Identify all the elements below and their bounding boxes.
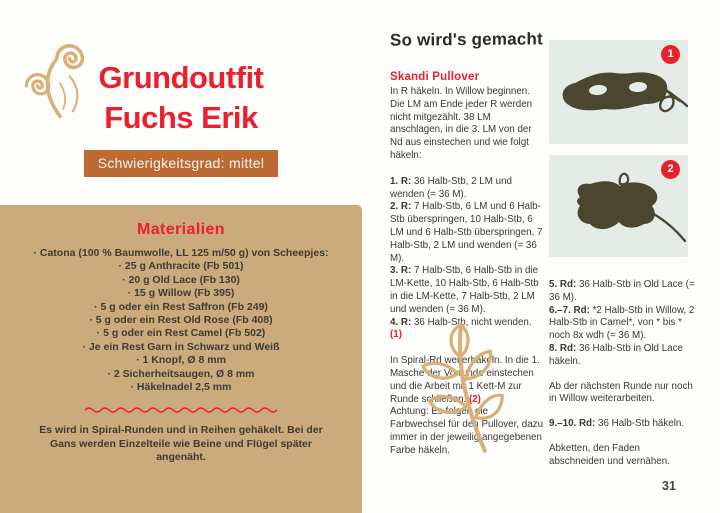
photo-number-badge: 2 bbox=[661, 160, 680, 179]
section-heading-skandi-pullover: Skandi Pullover bbox=[390, 71, 480, 83]
row-instructions bbox=[390, 176, 544, 342]
materials-list bbox=[0, 247, 362, 394]
material-item: · Je ein Rest Garn in Schwarz und Weiß bbox=[82, 340, 280, 353]
material-item: · 5 g oder ein Rest Old Rose (Fb 408) bbox=[89, 314, 273, 327]
material-item: · Häkelnadel 2,5 mm bbox=[130, 381, 232, 394]
yarn-loop bbox=[620, 174, 628, 185]
page-title-line1: Grundoutfit bbox=[98, 60, 264, 95]
text-block: 3. R: 7 Halb-Stb, 6 Halb-Stb in die LM-Kette, 10 Halb-Stb, 6 Halb-Stb in die LM-Kette, 7 Halb-Stb, 2 LM und wenden (= 36 M). bbox=[390, 265, 539, 315]
photo-number-badge: 1 bbox=[661, 45, 680, 64]
text-block: 6.–7. Rd: *2 Halb-Stb in Willow, 2 Halb-Stb in Camel*, von * bis * noch 8x wdh (= 36 M). bbox=[549, 304, 695, 342]
step-photo-2 bbox=[549, 155, 688, 257]
material-item: · 1 Knopf, Ø 8 mm bbox=[136, 354, 226, 367]
text-block: 5. Rd: 36 Halb-Stb in Old Lace (= 36 M). bbox=[549, 279, 695, 303]
text-block: Ab der nächsten Runde nur noch in Willow weiterarbeiten. bbox=[549, 380, 693, 405]
text-block: Abketten, den Faden abschneiden und vernähen. bbox=[549, 442, 670, 467]
text-block: In Spiral-Rd weiterhäkeln. In die 1. Masche der Vorrunde einstechen und die Arbeit mit 1 Kett-M zur Runde schließen. (2) bbox=[390, 355, 540, 405]
material-item: · 25 g Anthracite (Fb 501) bbox=[118, 260, 244, 273]
page-number: 31 bbox=[662, 479, 676, 493]
intro-paragraph: In R häkeln. In Willow beginnen. Die LM am Ende jeder R werden nicht mitgezählt. 38 LM anschlagen, in die 3. LM von der Nd aus einstechen und wie folgt häkeln: bbox=[390, 86, 533, 161]
construction-note: Es wird in Spiral-Runden und in Reihen gehäkelt. Bei der Gans werden Einzelteile wie Beine und Flügel später angenäht. bbox=[39, 424, 323, 464]
text-block: 8. Rd: 36 Halb-Stb in Old Lace häkeln. bbox=[549, 342, 683, 367]
leaf-branch-icon bbox=[413, 322, 505, 458]
materials-heading: Materialien bbox=[137, 221, 225, 238]
text-block: 1. R: 36 Halb-Stb, 2 LM und wenden (= 36 M). bbox=[390, 175, 512, 200]
wavy-divider bbox=[83, 406, 279, 414]
difficulty-badge-wrap bbox=[0, 150, 362, 177]
text-block: 9.–10. Rd: 36 Halb-Stb häkeln. bbox=[549, 418, 685, 430]
material-item: · 2 Sicherheitsaugen, Ø 8 mm bbox=[107, 367, 255, 380]
yarn-tail bbox=[652, 213, 685, 241]
howto-heading: So wird's gemacht bbox=[389, 29, 544, 50]
difficulty-badge: Schwierigkeitsgrad: mittel bbox=[84, 150, 279, 177]
materials-box bbox=[0, 205, 362, 513]
text-block: 4. R: 36 Halb-Stb, nicht wenden. (1) bbox=[390, 316, 532, 341]
material-item: · 20 g Old Lace (Fb 130) bbox=[122, 273, 240, 286]
page-title bbox=[0, 58, 362, 138]
material-item: · 5 g oder ein Rest Camel (Fb 502) bbox=[96, 327, 266, 340]
page-title-line2: Fuchs Erik bbox=[104, 100, 258, 135]
step-photo-1 bbox=[549, 40, 688, 144]
round-instructions bbox=[549, 279, 695, 469]
text-block: 2. R: 7 Halb-Stb, 6 LM und 6 Halb-Stb überspringen, 10 Halb-Stb, 6 LM und 6 Halb-Stb überspringen, 7 Halb-Stb, 2 LM und wenden (= 36 M). bbox=[390, 201, 543, 264]
text-block: Achtung: Es folgen die Farbwechsel für den Pullover, dazu immer in der jeweilig angegebenen Farbe häkeln. bbox=[390, 406, 544, 456]
material-item: · 15 g Willow (Fb 395) bbox=[127, 287, 235, 300]
material-item: · 5 g oder ein Rest Saffron (Fb 249) bbox=[94, 300, 268, 313]
material-item: · Catona (100 % Baumwolle, LL 125 m/50 g) von Scheepjes: bbox=[33, 247, 329, 259]
